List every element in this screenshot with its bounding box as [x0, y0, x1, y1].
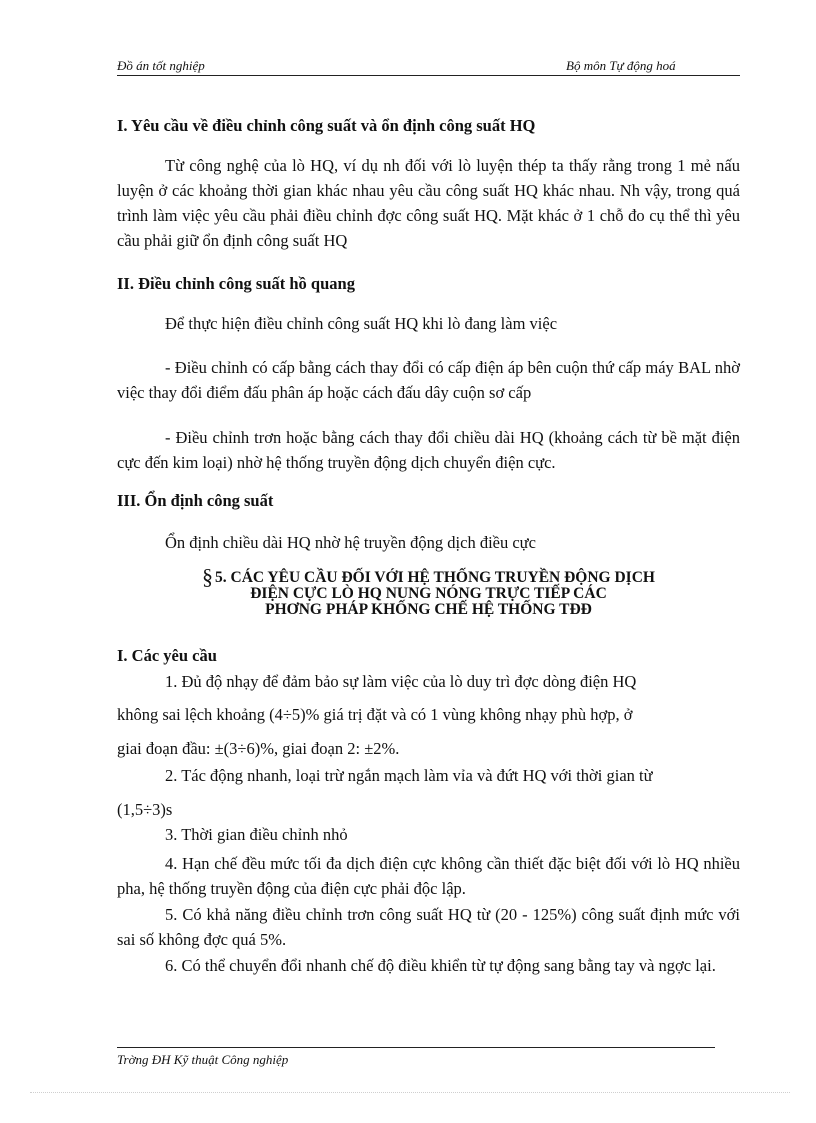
chapter-heading-line-3: PHƠNG PHÁP KHỐNG CHẾ HỆ THỐNG TĐĐ	[265, 601, 592, 618]
requirement-1-line-1: 1. Đủ độ nhạy để đảm bảo sự làm việc của lò duy trì đợc dòng điện HQ	[165, 672, 637, 691]
chapter-heading	[117, 564, 740, 618]
header-left: Đồ án tốt nghiệp	[117, 58, 205, 73]
requirement-1-line-3: giai đoạn đầu: ±(3÷6)%, giai đoạn 2: ±2%.	[117, 739, 400, 758]
requirement-4: 4. Hạn chế đều mức tối đa dịch điện cực không cần thiết đặc biệt đối với lò HQ nhiều pha, hệ thống truyền động của điện cực phải độc lập.	[117, 854, 740, 898]
chapter-heading-line-1: § 5. CÁC YÊU CẦU ĐỐI VỚI HỆ THỐNG TRUYỀN ĐỘNG DỊCH	[202, 564, 655, 589]
requirement-5: 5. Có khả năng điều chỉnh trơn công suất HQ từ (20 - 125%) công suất định mức với sai số không đợc quá 5%.	[117, 905, 740, 949]
requirements-title: I. Các yêu cầu	[117, 646, 217, 665]
section-1-paragraph: Từ công nghệ của lò HQ, ví dụ nh đối với lò luyện thép ta thấy rằng trong 1 mẻ nấu luyện ở các khoảng thời gian khác nhau yêu cầu công suất HQ khác nhau. Nh vậy, trong quá trình làm việc yêu cầu phải điều chỉnh đợc công suất HQ. Mặt khác ở 1 chỗ đo cụ thể thì yêu cầu phải giữ ổn định công suất HQ	[117, 156, 740, 250]
chapter-heading-line-2: ĐIỆN CỰC LÒ HQ NUNG NÓNG TRỰC TIẾP CÁC	[250, 585, 607, 602]
header-right: Bộ môn Tự động hoá	[566, 58, 676, 73]
section-2-item-2: - Điều chỉnh trơn hoặc bằng cách thay đổi chiều dài HQ (khoảng cách từ bề mặt điện cực đến kim loại) nhờ hệ thống truyền động dịch chuyển điện cực.	[117, 428, 740, 472]
section-2-title: II. Điều chỉnh công suất hồ quang	[117, 274, 355, 293]
footer-rule	[117, 1047, 715, 1048]
requirement-1-line-2: không sai lệch khoảng (4÷5)% giá trị đặt và có 1 vùng không nhạy phù hợp, ở	[117, 705, 633, 724]
section-3-paragraph: Ổn định chiều dài HQ nhờ hệ truyền động dịch điều cực	[165, 533, 536, 552]
requirement-2-line-1: 2. Tác động nhanh, loại trừ ngắn mạch làm vỉa và đứt HQ với thời gian từ	[165, 766, 653, 785]
requirement-6: 6. Có thể chuyển đổi nhanh chế độ điều khiển từ tự động sang bằng tay và ngợc lại.	[165, 956, 716, 975]
requirement-3: 3. Thời gian điều chỉnh nhỏ	[165, 825, 348, 844]
page-bottom-divider	[30, 1092, 790, 1093]
section-symbol: §	[202, 564, 214, 589]
section-3-title: III. Ổn định công suất	[117, 491, 274, 510]
requirement-2-line-2: (1,5÷3)s	[117, 800, 173, 819]
section-2-item-1: - Điều chỉnh có cấp bằng cách thay đổi có cấp điện áp bên cuộn thứ cấp máy BAL nhờ việc thay đổi điểm đấu phân áp hoặc cách đấu dây cuộn sơ cấp	[117, 358, 740, 402]
header-rule	[117, 75, 740, 76]
section-1-title: I. Yêu cầu về điều chỉnh công suất và ổn định công suất HQ	[117, 116, 536, 135]
section-2-intro: Để thực hiện điều chỉnh công suất HQ khi lò đang làm việc	[165, 314, 558, 333]
footer-left: Trờng ĐH Kỹ thuật Công nghiệp	[117, 1052, 289, 1067]
